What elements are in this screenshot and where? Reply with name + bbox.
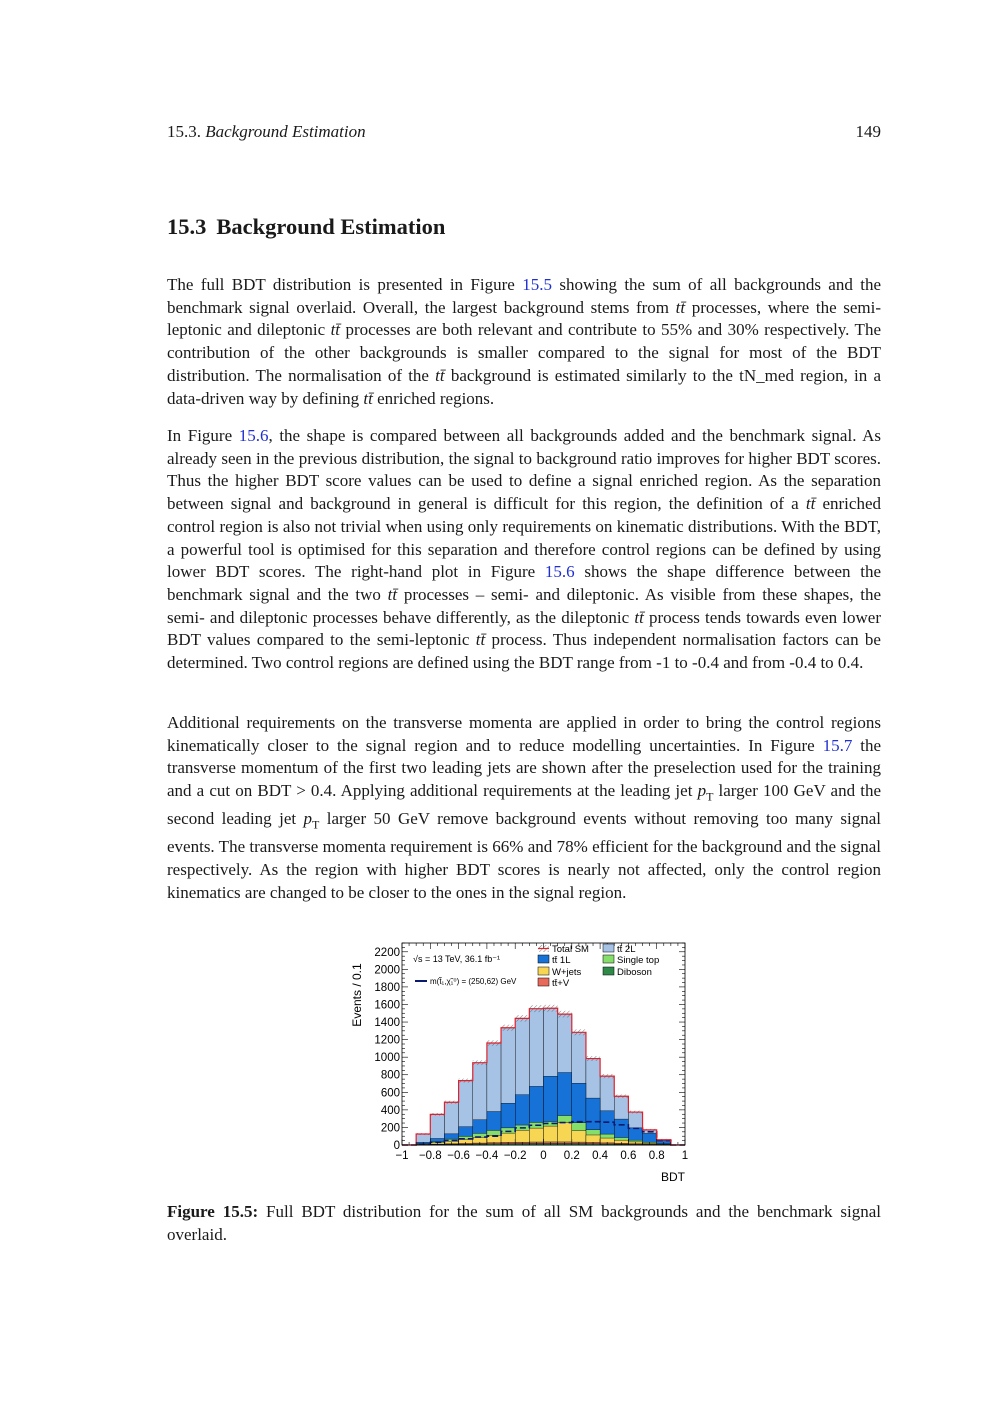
x-tick-label: 0.8	[648, 1150, 665, 1162]
paragraph-2	[167, 425, 881, 675]
y-tick-label: 2200	[374, 946, 400, 959]
math-symbol: tt̄	[675, 297, 686, 317]
text-run: processes, where the semi-leptonic and dileptonic	[167, 297, 881, 340]
text-run: enriched control region is also not trivial when using only requirements on kinematic distributions. With the BDT, a powerful tool is optimised for this separation and therefore control regions can be defined by using lower BDT scores. The right-hand plot in Figure	[167, 494, 881, 582]
bdt-distribution-figure	[345, 938, 695, 1188]
text-run: background is estimated similarly to the tN_med region, in a data-driven way by defining	[167, 365, 881, 408]
x-axis-label: BDT	[661, 1170, 685, 1184]
x-tick-label: −0.4	[475, 1150, 499, 1162]
legend-label: Diboson	[617, 967, 652, 978]
figure-caption	[167, 1201, 881, 1246]
paragraph-1	[167, 274, 881, 410]
x-tick-label: −0.6	[447, 1150, 470, 1162]
legend-item	[603, 955, 659, 966]
figure-reference-link[interactable]: 15.7	[822, 735, 853, 755]
legend-item-signal	[415, 977, 517, 986]
x-tick-label: 0.2	[563, 1150, 580, 1162]
x-tick-label: −1	[395, 1150, 409, 1162]
text-run: showing the sum of all backgrounds and the benchmark signal overlaid. Overall, the largest background stems from	[167, 275, 881, 317]
text-run: , the shape is compared between all backgrounds added and the benchmark signal. As already seen in the previous distribution, the signal to background ratio improves for higher BDT scores. Thus the higher BDT score values can be used to define a signal enriched region. As the separation between signal and background in general is difficult for this region, the definition of a	[167, 426, 881, 514]
legend-label: Total SM	[552, 944, 589, 955]
section-title: Background Estimation	[216, 214, 446, 239]
math-symbol: tt̄	[363, 388, 373, 408]
bdt-histogram-chart	[345, 938, 695, 1188]
x-tick-label: −0.8	[418, 1150, 442, 1162]
math-symbol: tt̄	[435, 365, 445, 385]
page-number: 149	[855, 122, 881, 141]
text-run: larger 100 GeV and the second leading jet	[167, 781, 881, 829]
x-tick-label: 0.4	[592, 1150, 609, 1162]
x-tick-label: 0	[540, 1150, 547, 1162]
legend-item	[538, 944, 589, 955]
energy-lumi-annotation: √s = 13 TeV, 36.1 fb⁻¹	[413, 954, 500, 964]
text-run: enriched regions.	[372, 388, 495, 408]
y-tick-label: 200	[380, 1122, 400, 1135]
legend-item	[538, 978, 570, 989]
figure-reference-link[interactable]: 15.6	[544, 562, 575, 582]
subscript: T	[706, 789, 714, 804]
y-tick-label: 1400	[374, 1017, 400, 1030]
running-header-section-title: Background Estimation	[205, 122, 366, 141]
math-symbol: tt̄	[634, 607, 644, 627]
math-symbol: tt̄	[387, 584, 398, 604]
text-run: The full BDT distribution is presented in Figure	[167, 275, 523, 294]
text-run: In Figure	[167, 426, 239, 445]
legend-label: Single top	[617, 955, 660, 966]
figure-caption-label: Figure 15.5:	[167, 1202, 259, 1221]
y-tick-label: 1600	[374, 999, 400, 1012]
y-tick-label: 800	[380, 1069, 400, 1082]
text-run: processes are both relevant and contribute to 55% and 30% respectively. The contribution of the other backgrounds is smaller compared to the signal for most of the BDT distribution. The normalisation of the	[167, 320, 881, 385]
x-axis-tick-labels	[395, 1150, 688, 1162]
y-axis-tick-labels	[374, 947, 400, 1152]
math-symbol: p	[697, 781, 707, 801]
y-axis-label: Events / 0.1	[350, 963, 364, 1027]
y-tick-label: 2000	[374, 964, 400, 977]
text-run: larger 50 GeV remove background events without removing too many signal events. The transverse momenta requirement is 66% and 78% efficient for the background and the signal respectively. As the region with higher BDT scores is nearly not affected, only the control region kinematics are changed to be closer to the ones in the signal region.	[167, 809, 881, 902]
running-header	[167, 121, 881, 143]
legend-label: tt̄ 1L	[552, 955, 571, 966]
math-symbol: tt̄	[330, 320, 341, 340]
y-tick-label: 1800	[374, 981, 400, 994]
x-tick-label: −0.2	[503, 1150, 527, 1162]
legend-label: W+jets	[552, 967, 582, 978]
paragraph-3	[167, 712, 881, 904]
histogram-bin	[558, 1123, 572, 1145]
y-tick-label: 1000	[374, 1052, 400, 1065]
text-run: process. Thus independent normalisation factors can be determined. Two control regions are defined using the BDT range from -1 to -0.4 and from -0.4 to 0.4.	[167, 630, 881, 673]
text-run: shows the shape difference between the benchmark signal and the two	[167, 562, 881, 604]
text-run: Additional requirements on the transverse momenta are applied in order to bring the control regions kinematically closer to the signal region and to reduce modelling uncertainties. In Figure	[167, 713, 881, 755]
x-tick-label: 1	[681, 1150, 689, 1162]
legend-item	[603, 967, 652, 978]
y-tick-label: 400	[380, 1104, 400, 1117]
figure-caption-text: Full BDT distribution for the sum of all SM backgrounds and the benchmark signal overlaid.	[167, 1202, 882, 1244]
section-heading	[167, 212, 445, 242]
running-header-section-number: 15.3.	[167, 122, 201, 141]
text-run: the transverse momentum of the first two leading jets are shown after the preselection used for the training and a cut on BDT > 0.4. Applying additional requirements at the leading jet	[167, 735, 881, 801]
y-tick-label: 600	[380, 1087, 400, 1100]
figure-reference-link[interactable]: 15.6	[238, 426, 269, 445]
legend	[415, 944, 659, 989]
legend-label: tt̄+V	[552, 978, 570, 989]
y-tick-label: 1200	[374, 1034, 400, 1047]
math-symbol: tt̄	[805, 494, 816, 514]
math-symbol: p	[303, 809, 313, 829]
signal-legend-label: m(t̃₁,χ̃₁⁰) = (250,62) GeV	[430, 977, 517, 986]
section-number: 15.3	[167, 214, 207, 239]
figure-reference-link[interactable]: 15.5	[522, 275, 552, 294]
subscript: T	[312, 817, 320, 832]
y-tick-label: 0	[393, 1140, 400, 1152]
legend-label: tt̄ 2L	[617, 944, 636, 955]
text-run: process tends towards even lower BDT values compared to the semi-leptonic	[167, 607, 881, 650]
text-run: processes – semi- and dileptonic. As visible from these shapes, the semi- and dileptonic processes behave differently, as the dileptonic	[167, 584, 881, 627]
legend-item	[538, 967, 582, 978]
legend-item	[603, 944, 636, 955]
legend-item	[538, 955, 571, 966]
x-tick-label: 0.6	[620, 1150, 637, 1162]
math-symbol: tt̄	[475, 630, 486, 650]
